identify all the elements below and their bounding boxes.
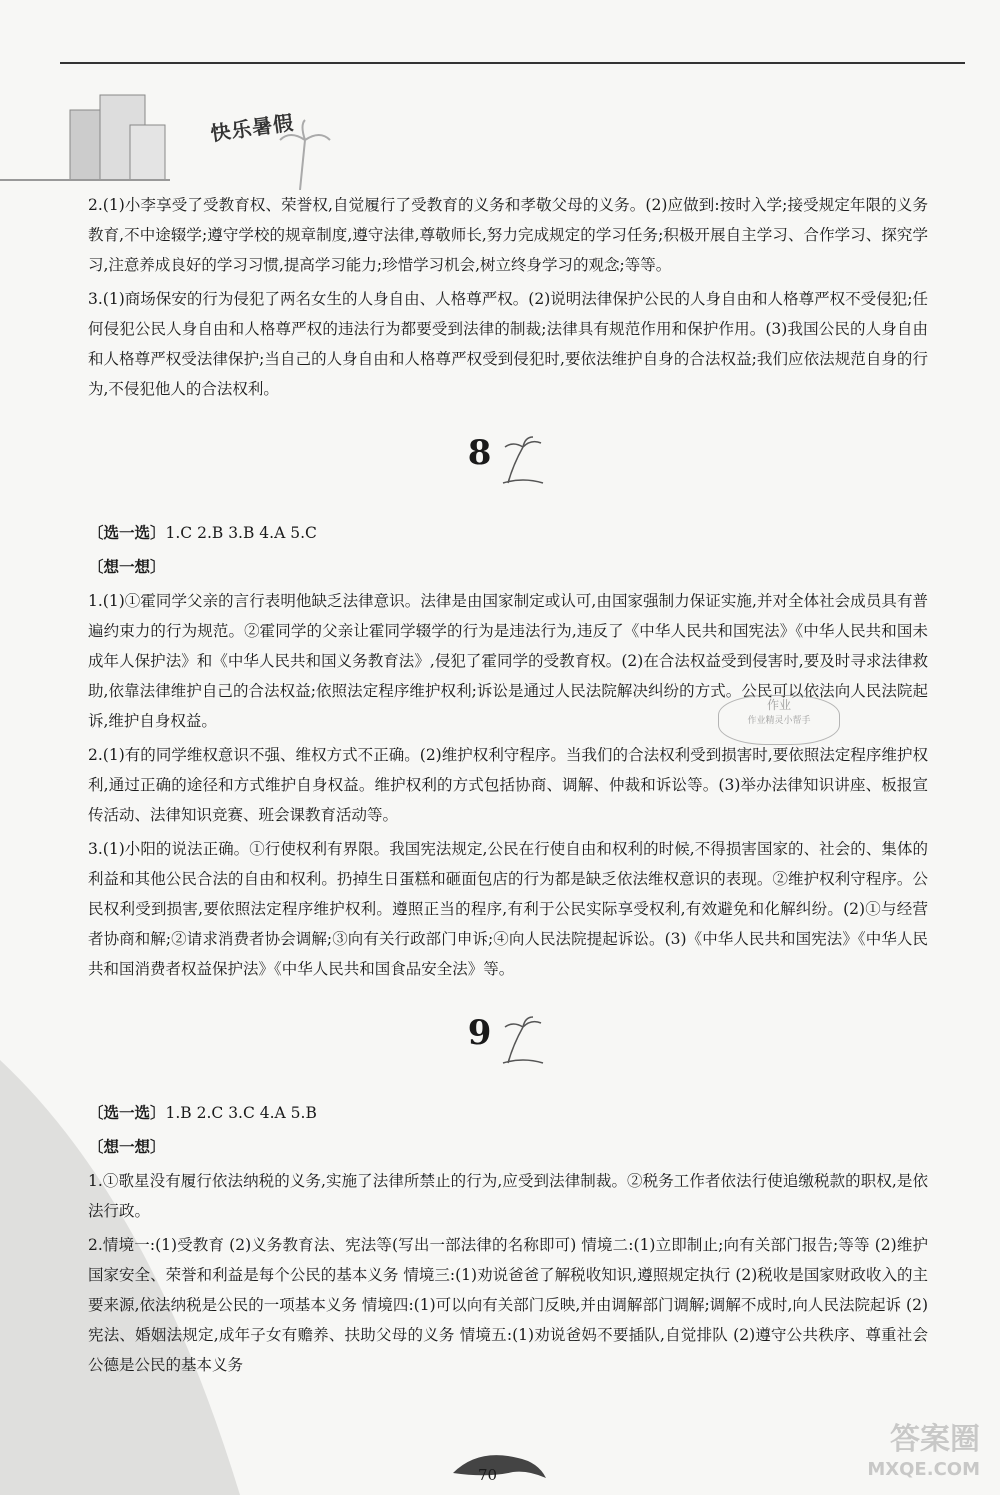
stamp-line: 作业精灵小帮手 [747,716,811,726]
choice-answers: 1.B 2.C 3.C 4.A 5.B [165,1104,317,1122]
watermark-text: 答案圈 [890,1422,980,1457]
watermark-url: MXQE.COM [867,1459,980,1480]
header-title: 快乐暑假 [208,110,296,146]
top-border [60,62,965,64]
think-label: 〔想一想〕 [88,1137,166,1156]
stamp-mark [718,695,840,745]
answer-paragraph: 3.(1)小阳的说法正确。①行使权利有界限。我国宪法规定,公民在行使自由和权利的时候,不得损害国家的、社会的、集体的利益和其他公民合法的自由和权利。扔掉生日蛋糕和砸面包店的行为都是缺乏依法维权意识的表现。②维护权利守程序。公民权利受到损害,要依照法定程序维护权利。遵照正当的程序,有利于公民实际享受权利,有效避免和化解纠纷。(2)①与经营者协商和解;②请求消费者协会调解;③向有关行政部门申诉;④向人民法院提起诉讼。(3)《中华人民共和国宪法》《中华人民共和国消费者权益保护法》《中华人民共和国食品安全法》等。 [88,840,928,978]
choice-answers: 1.C 2.B 3.B 4.A 5.C [165,524,317,542]
choice-answers-line [88,1098,928,1128]
section-8-heading [88,408,928,518]
section-number: 8 [467,433,492,473]
answer-content [88,190,928,1384]
dolphin-icon [448,1448,548,1488]
palm-tree-icon [498,435,548,485]
think-label: 〔想一想〕 [88,557,166,576]
answer-paragraph: 1.(1)①霍同学父亲的言行表明他缺乏法律意识。法律是由国家制定或认可,由国家强制力保证实施,并对全体社会成员具有普遍约束力的行为规范。②霍同学的父亲让霍同学辍学的行为是违法行为,违反了《中华人民共和国宪法》《中华人民共和国未成年人保护法》和《中华人民共和国义务教育法》,侵犯了霍同学的受教育权。(2)在合法权益受到侵害时,要及时寻求法律救助,依靠法律维护自己的合法权益;依照法定程序维护权利;诉讼是通过人民法院解决纠纷的方式。公民可以依法向人民法院起诉,维护自身权益。 [88,592,928,730]
answer-paragraph: 2.情境一:(1)受教育 (2)义务教育法、宪法等(写出一部法律的名称即可) 情境二:(1)立即制止;向有关部门报告;等等 (2)维护国家安全、荣誉和利益是每个公民的基本义务 情境三:(1)劝说爸爸了解税收知识,遵照规定执行 (2)税收是国家财政收入的主要来源,依法纳税是公民的一项基本义务 情境四:(1)可以向有关部门反映,并由调解部门调解;调解不成时,向人民法院起诉 (2)宪法、婚姻法规定,成年子女有赡养、扶助父母的义务 情境五:(1)劝说爸妈不要插队,自觉排队 (2)遵守公共秩序、尊重社会公德是公民的基本义务 [88,1236,928,1374]
choice-answers-line [88,518,928,548]
page-number: 70 [478,1466,498,1484]
answer-paragraph: 2.(1)小李享受了受教育权、荣誉权,自觉履行了受教育的义务和孝敬父母的义务。(2)应做到:按时入学;接受规定年限的义务教育,不中途辍学;遵守学校的规章制度,遵守法律,尊敬师长,努力完成规定的学习任务;积极开展自主学习、合作学习、探究学习,注意养成良好的学习习惯,提高学习能力;珍惜学习机会,树立终身学习的观念;等等。 [88,196,928,274]
palm-tree-icon [498,1015,548,1065]
section-9-heading [88,988,928,1098]
stamp-line: 作业 [766,698,791,712]
answer-paragraph: 3.(1)商场保安的行为侵犯了两名女生的人身自由、人格尊严权。(2)说明法律保护公民的人身自由和人格尊严权不受侵犯;任何侵犯公民人身自由和人格尊严权的违法行为都要受到法律的制裁;法律具有规范作用和保护作用。(3)我国公民的人身自由和人格尊严权受法律保护;当自己的人身自由和人格尊严权受到侵犯时,要依法维护自身的合法权益;我们应依法规范自身的行为,不侵犯他人的合法权利。 [88,290,928,398]
section-number: 9 [467,1013,492,1053]
choice-label: 〔选一选〕 [88,1103,166,1122]
watermark [867,1422,980,1485]
answer-paragraph: 1.①歌星没有履行依法纳税的义务,实施了法律所禁止的行为,应受到法律制裁。②税务工作者依法行使追缴税款的职权,是依法行政。 [88,1172,928,1220]
choice-label: 〔选一选〕 [88,523,166,542]
answer-paragraph: 2.(1)有的同学维权意识不强、维权方式不正确。(2)维护权利守程序。当我们的合法权利受到损害时,要依照法定程序维护权利,通过正确的途径和方式维护自身权益。维护权利的方式包括协商、调解、仲裁和诉讼等。(3)举办法律知识讲座、板报宣传活动、法律知识竞赛、班会课教育活动等。 [88,746,928,824]
